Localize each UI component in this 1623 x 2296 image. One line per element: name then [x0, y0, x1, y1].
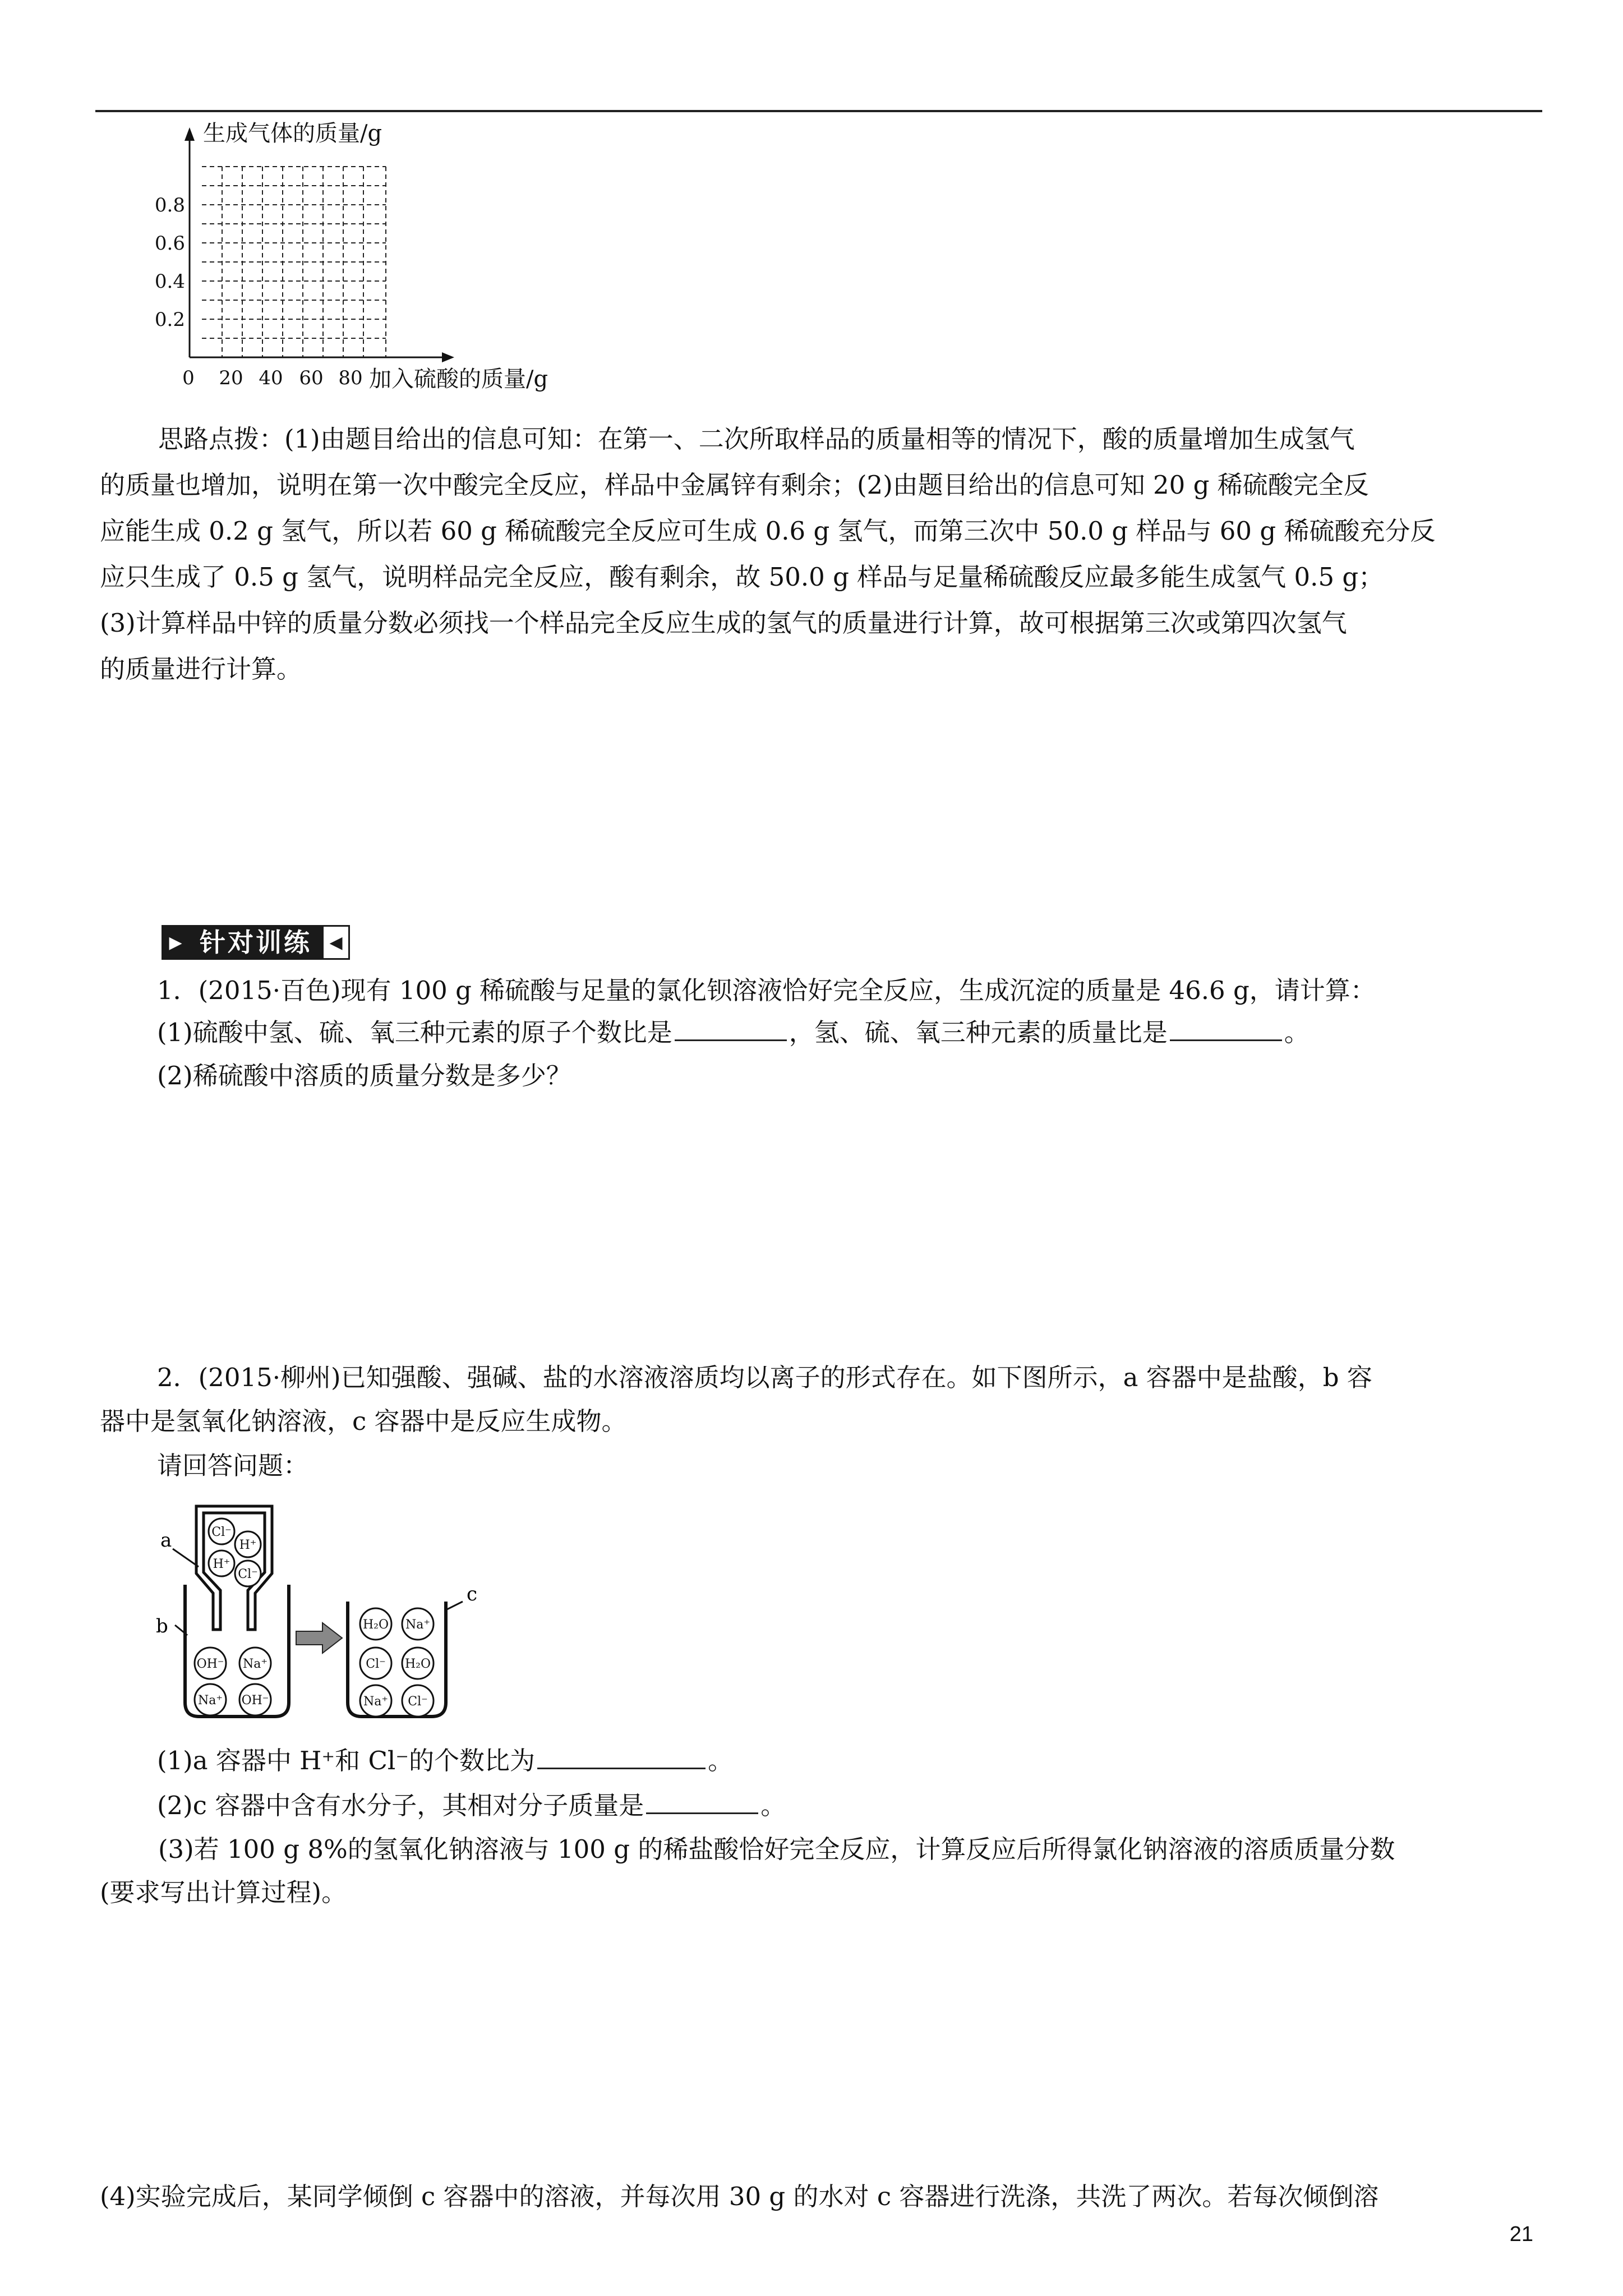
q2-sub2-end: 。: [760, 1791, 786, 1820]
q2-sub1-text: (1)a 容器中 H⁺和 Cl⁻的个数比为: [157, 1746, 536, 1775]
y-tick: 0.8: [154, 194, 185, 217]
x-tick: 40: [259, 367, 283, 389]
x-tick: 60: [299, 367, 324, 389]
label-b: b: [156, 1615, 168, 1637]
ion-label: OH⁻: [196, 1657, 224, 1671]
hint-line: 应只生成了 0.5 g 氢气，说明样品完全反应，酸有剩余，故 50.0 g 样品与足量稀硫酸反应最多能生成氢气 0.5 g；: [100, 562, 1384, 592]
q2-sub3: (3)若 100 g 8%的氢氧化钠溶液与 100 g 的稀盐酸恰好完全反应，计算反应后所得氯化钠溶液的溶质质量分数: [158, 1834, 1395, 1864]
ion-label: H⁺: [239, 1538, 257, 1552]
beaker-diagram: [151, 1495, 510, 1725]
label-c: c: [467, 1583, 478, 1605]
q1-sub2: (2)稀硫酸中溶质的质量分数是多少？: [157, 1061, 571, 1091]
q2-sub4: (4)实验完成后，某同学倾倒 c 容器中的溶液，并每次用 30 g 的水对 c 容器进行洗涤，共洗了两次。若每次倾倒溶: [100, 2182, 1379, 2211]
q1-line: 1．(2015·百色)现有 100 g 稀硫酸与足量的氯化钡溶液恰好完全反应，生成沉淀的质量是 46.6 g，请计算：: [157, 976, 1376, 1005]
ion-label: H₂O: [404, 1657, 431, 1671]
header-rule: [95, 110, 1542, 112]
hint-line: 应能生成 0.2 g 氢气，所以若 60 g 稀硫酸完全反应可生成 0.6 g 氢气，而第三次中 50.0 g 样品与 60 g 稀硫酸充分反: [100, 516, 1436, 546]
hint-line: 的质量也增加，说明在第一次中酸完全反应，样品中金属锌有剩余；(2)由题目给出的信息可知 20 g 稀硫酸完全反: [100, 470, 1369, 500]
ion-label: Na⁺: [405, 1618, 430, 1632]
q2-sub3-cont: (要求写出计算过程)。: [100, 1878, 347, 1907]
ion-label: Cl⁻: [366, 1657, 386, 1671]
x-tick: 0: [182, 367, 195, 389]
hint-line: 的质量进行计算。: [100, 654, 302, 684]
answer-blank[interactable]: [675, 1034, 787, 1041]
y-tick: 0.4: [154, 270, 185, 293]
ion-label: Cl⁻: [211, 1525, 232, 1539]
q1-sub1-text-a: (1)硫酸中氢、硫、氧三种元素的原子个数比是: [157, 1018, 672, 1047]
play-right-icon: ▶: [162, 925, 190, 960]
ion-label: Cl⁻: [408, 1695, 428, 1709]
y-tick: 0.2: [154, 309, 185, 331]
q1-sub1: [157, 1010, 1310, 1056]
ion-label: OH⁻: [241, 1694, 269, 1708]
y-tick: 0.6: [154, 232, 185, 255]
x-tick: 80: [338, 367, 363, 389]
page-number: 21: [1509, 2223, 1533, 2246]
q2-line: 请回答问题：: [157, 1451, 309, 1480]
play-left-icon: ◀: [322, 925, 350, 960]
q1-sub1-text-b: ，氢、硫、氧三种元素的质量比是: [789, 1018, 1168, 1047]
q2-sub1-end: 。: [708, 1746, 734, 1775]
q2-sub2: [157, 1783, 786, 1829]
q1-sub1-text-c: 。: [1284, 1018, 1310, 1047]
x-axis-label: 加入硫酸的质量/g: [369, 366, 548, 392]
x-tick: 20: [219, 367, 243, 389]
section-tag: [162, 923, 350, 962]
hint-line: 思路点拨：(1)由题目给出的信息可知：在第一、二次所取样品的质量相等的情况下，酸的质量增加生成氢气: [158, 424, 1355, 454]
y-axis-label: 生成气体的质量/g: [203, 121, 382, 146]
ion-label: H₂O: [362, 1618, 389, 1632]
ion-label: H⁺: [213, 1557, 230, 1571]
ion-label: Na⁺: [363, 1695, 388, 1709]
q2-sub2-text: (2)c 容器中含有水分子，其相对分子质量是: [157, 1791, 644, 1820]
ion-label: Na⁺: [243, 1657, 268, 1671]
answer-blank[interactable]: [537, 1762, 706, 1769]
q2-sub1: [157, 1738, 733, 1784]
q2-line: 器中是氢氧化钠溶液，c 容器中是反应生成物。: [100, 1406, 627, 1436]
label-a: a: [160, 1529, 172, 1552]
q2-line: 2．(2015·柳州)已知强酸、强碱、盐的水溶液溶质均以离子的形式存在。如下图所示，a 容器中是盐酸，b 容: [157, 1363, 1372, 1392]
hint-line: (3)计算样品中锌的质量分数必须找一个样品完全反应生成的氢气的质量进行计算，故可根据第三次或第四次氢气: [100, 608, 1347, 638]
graph-grid: [202, 167, 386, 357]
section-tag-label: 针对训练: [190, 925, 322, 960]
answer-blank[interactable]: [1170, 1034, 1282, 1041]
answer-blank[interactable]: [646, 1807, 758, 1814]
empty-graph: [140, 115, 645, 407]
ion-label: Na⁺: [198, 1694, 223, 1708]
ion-label: Cl⁻: [238, 1567, 258, 1581]
